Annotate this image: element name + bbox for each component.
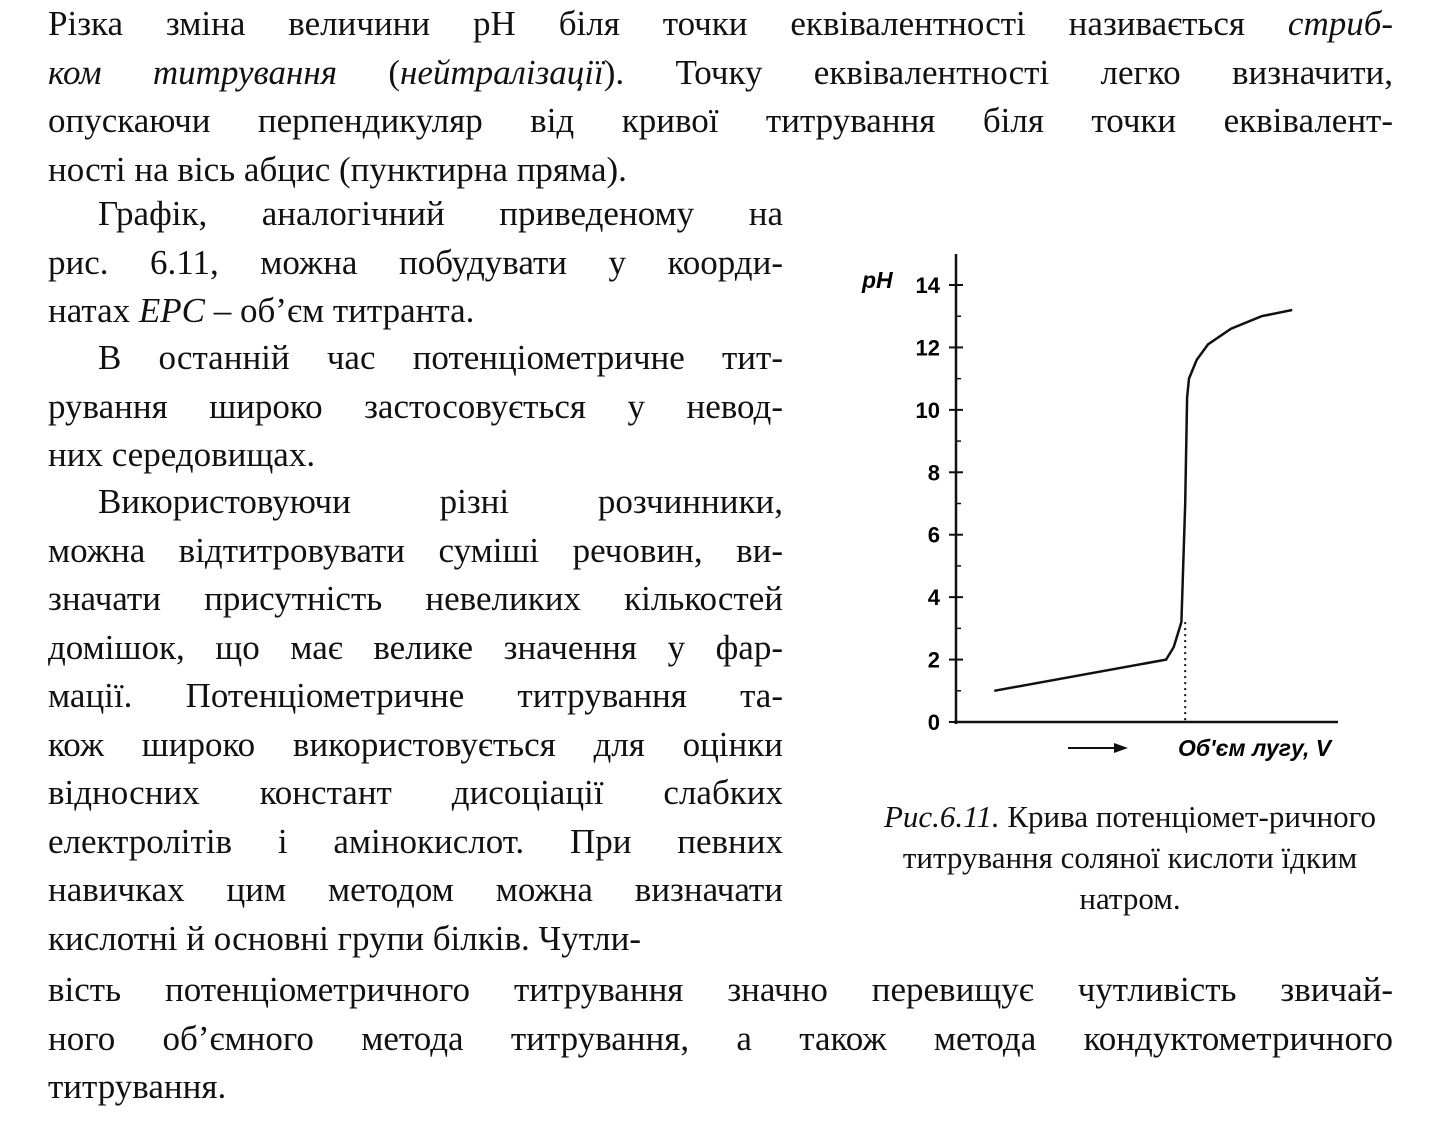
y-tick-label: 8 <box>927 460 940 486</box>
text-line <box>48 672 783 721</box>
text-run: В останній час потенціометричне тит- <box>98 338 783 377</box>
text-run: опускаючи перпендикуляр від кривої титрування біля точки еквівалент- <box>48 101 1393 140</box>
y-tick-label: 0 <box>927 710 940 735</box>
text-line <box>48 0 1393 49</box>
caption-number: Рис.6.11. <box>883 799 1000 834</box>
text-run: можна відтитровувати суміші речовин, ви- <box>48 530 783 570</box>
text-run: титрування. <box>48 1067 227 1106</box>
paragraph-nonaqueous <box>48 334 783 480</box>
text-line <box>48 915 783 964</box>
text-run: – об’єм титранта. <box>204 291 475 330</box>
text-run: мації. Потенціометричне титрування та- <box>48 676 783 715</box>
text-run: Використовуючи різні розчинники, <box>98 482 783 521</box>
text-line <box>48 1015 1393 1064</box>
text-run: кислотні й основні групи білків. Чутли- <box>48 918 642 958</box>
text-run: значати присутність невеликих кількостей <box>48 579 783 618</box>
text-run: електролітів і амінокислот. При певних <box>48 821 783 861</box>
text-run: натах <box>48 291 139 330</box>
paragraph-titration-jump <box>48 0 1393 194</box>
text-line <box>48 575 783 624</box>
paragraph-emf-graph <box>48 190 783 336</box>
text-line <box>48 239 783 288</box>
text-line <box>48 624 783 673</box>
text-line <box>48 966 1393 1015</box>
text-run: кож широко використовується для оцінки <box>48 724 783 764</box>
italic-term: ком титрування <box>48 52 337 92</box>
text-line <box>48 478 783 527</box>
paragraph-sensitivity <box>48 966 1393 1112</box>
y-tick-label: 12 <box>915 335 940 361</box>
text-run: рування широко застосовується у невод- <box>48 386 783 426</box>
text-run: відносних констант дисоціації слабких <box>48 773 783 812</box>
text-run: них середовищах. <box>48 435 316 474</box>
text-line <box>48 866 783 915</box>
text-line <box>48 190 783 239</box>
text-run: ( <box>336 52 400 92</box>
y-tick-label: 10 <box>915 397 940 423</box>
text-run: ності на вісь абцис (пунктирна пряма). <box>48 149 627 189</box>
text-run: рис. 6.11, можна побудувати у коорди- <box>48 242 783 282</box>
paragraph-solvents <box>48 478 783 963</box>
arrow-head-icon <box>1114 743 1128 753</box>
text-line <box>48 97 1393 146</box>
text-line <box>48 527 783 576</box>
titration-curve-line <box>994 310 1292 691</box>
text-line <box>48 49 1393 98</box>
titration-curve-chart <box>850 240 1410 800</box>
text-line <box>48 383 783 432</box>
text-line <box>48 334 783 383</box>
italic-term: ЕРС <box>138 291 205 330</box>
text-run: Графік, аналогічний приведеному на <box>98 194 783 233</box>
italic-term: стриб- <box>1287 4 1393 43</box>
caption-text: Крива потенціомет-ричного титрування соляної кислоти їдким натром. <box>902 799 1377 916</box>
figure-caption <box>870 796 1390 919</box>
italic-term: нейтралізації <box>399 52 604 92</box>
text-line <box>48 721 783 770</box>
text-line <box>48 287 783 336</box>
text-line <box>48 769 783 818</box>
y-tick-label: 14 <box>915 273 940 298</box>
figure-6-11 <box>850 240 1410 940</box>
text-line <box>48 818 783 867</box>
y-tick-label: 2 <box>927 647 940 673</box>
text-run: Різка зміна величини pH біля точки еквівалентності називається <box>48 4 1288 43</box>
text-run: вість потенціометричного титрування значно перевищує чутливість звичай- <box>48 970 1393 1009</box>
text-run: навичках цим методом можна визначати <box>48 870 783 909</box>
text-line <box>48 1063 1393 1112</box>
text-run: домішок, що має велике значення у фар- <box>48 627 783 667</box>
text-run: ). Точку еквівалентності легко визначити, <box>603 52 1394 92</box>
text-run: ного об’ємного метода титрування, а також метода кондуктометричного <box>48 1018 1393 1058</box>
y-tick-label: 6 <box>927 522 940 548</box>
text-line <box>48 146 1393 195</box>
x-axis-label: Об'єм лугу, V <box>1178 735 1332 761</box>
y-tick-label: 4 <box>927 585 940 611</box>
text-line <box>48 431 783 480</box>
y-axis-label: pH <box>862 267 893 293</box>
